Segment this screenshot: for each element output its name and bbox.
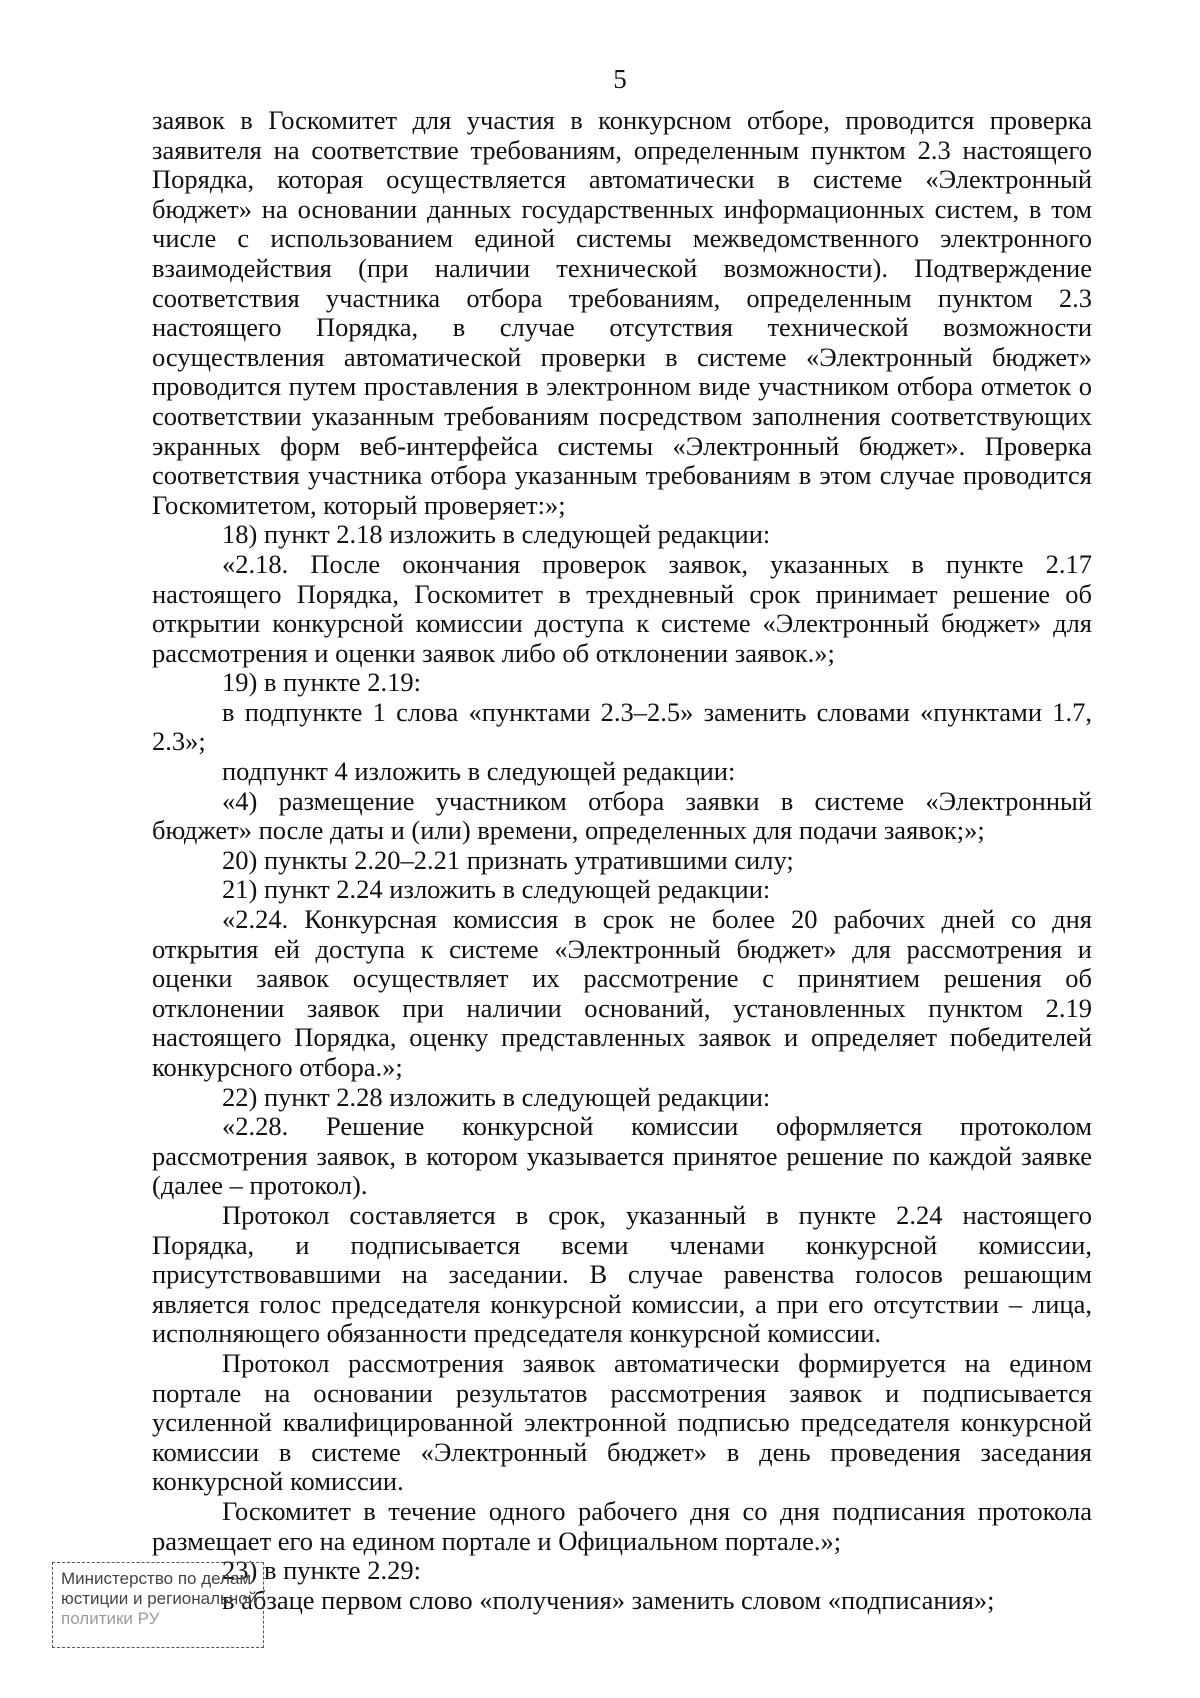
paragraph: «2.18. После окончания проверок заявок, указанных в пункте 2.17 настоящего Порядка, Госкомитет в трехдневный срок принимает решение об открытии конкурсной комиссии доступа к системе «Электронный бюджет» для рассмотрения и оценки заявок либо об отклонении заявок.»;: [152, 548, 1092, 668]
paragraph: «4) размещение участником отбора заявки в системе «Электронный бюджет» после даты и (или) времени, определенных для подачи заявок;»;: [152, 785, 1092, 846]
paragraph: «2.24. Конкурсная комиссия в срок не более 20 рабочих дней со дня открытия ей доступа к системе «Электронный бюджет» для рассмотрения и оценки заявок осуществляет их рассмотрение с принятием решения об отклонении заявок при наличии оснований, установленных пунктом 2.19 настоящего Порядка, оценку представленных заявок и определяет победителей конкурсного отбора.»;: [152, 904, 1092, 1082]
paragraph: 21) пункт 2.24 изложить в следующей редакции:: [222, 874, 771, 905]
paragraph: 20) пункты 2.20–2.21 признать утратившими силу;: [222, 844, 794, 875]
paragraph: 18) пункт 2.18 изложить в следующей редакции:: [222, 519, 771, 550]
paragraph: Госкомитет в течение одного рабочего дня со дня подписания протокола размещает его на едином портале и Официальном портале.»;: [152, 1495, 1092, 1556]
stamp-line: Министерство по делам: [61, 1569, 252, 1588]
paragraph: в подпункте 1 слова «пунктами 2.3–2.5» заменить словами «пунктами 1.7, 2.3»;: [152, 696, 1092, 757]
paragraph: заявок в Госкомитет для участия в конкурсном отборе, проводится проверка заявителя на соответствие требованиям, определенным пунктом 2.3 настоящего Порядка, которая осуществляется автоматически в системе «Электронный бюджет» на основании данных государственных информационных систем, в том числе с использованием единой системы межведомственного электронного взаимодействия (при наличии технической возможности). Подтверждение соответствия участника отбора требованиям, определенным пунктом 2.3 настоящего Порядка, в случае отсутствия технической возможности осуществления автоматической проверки в системе «Электронный бюджет» проводится путем проставления в электронном виде участником отбора отметок о соответствии указанным требованиям посредством заполнения соответствующих экранных форм веб-интерфейса системы «Электронный бюджет». Проверка соответствия участника отбора указанным требованиям в этом случае проводится Госкомитетом, который проверяет:»;: [152, 105, 1092, 520]
paragraph: 19) в пункте 2.19:: [222, 667, 421, 698]
stamp-line: политики РУ: [61, 1609, 160, 1628]
document-body: [152, 106, 1092, 1615]
paragraph: подпункт 4 изложить в следующей редакции:: [222, 756, 736, 787]
paragraph: «2.28. Решение конкурсной комиссии оформляется протоколом рассмотрения заявок, в котором указывается принятое решение по каждой заявке (далее – протокол).: [152, 1111, 1092, 1201]
paragraph: в абзаце первом слово «получения» заменить словом «подписания»;: [222, 1584, 995, 1615]
paragraph: Протокол составляется в срок, указанный в пункте 2.24 настоящего Порядка, и подписывается всеми членами конкурсной комиссии, присутствовавшими на заседании. В случае равенства голосов решающим является голос председателя конкурсной комиссии, а при его отсутствии – лица, исполняющего обязанности председателя конкурсной комиссии.: [152, 1199, 1092, 1349]
paragraph: 23) в пункте 2.29:: [222, 1555, 421, 1586]
paragraph: 22) пункт 2.28 изложить в следующей редакции:: [222, 1081, 771, 1112]
paragraph: Протокол рассмотрения заявок автоматически формируется на едином портале на основании результатов рассмотрения заявок и подписывается усиленной квалифицированной электронной подписью председателя конкурсной комиссии в системе «Электронный бюджет» в день проведения заседания конкурсной комиссии.: [152, 1347, 1092, 1497]
page-number: 5: [613, 64, 627, 94]
stamp-line: юстиции и региональной: [61, 1589, 258, 1608]
registration-stamp: [52, 1562, 264, 1648]
